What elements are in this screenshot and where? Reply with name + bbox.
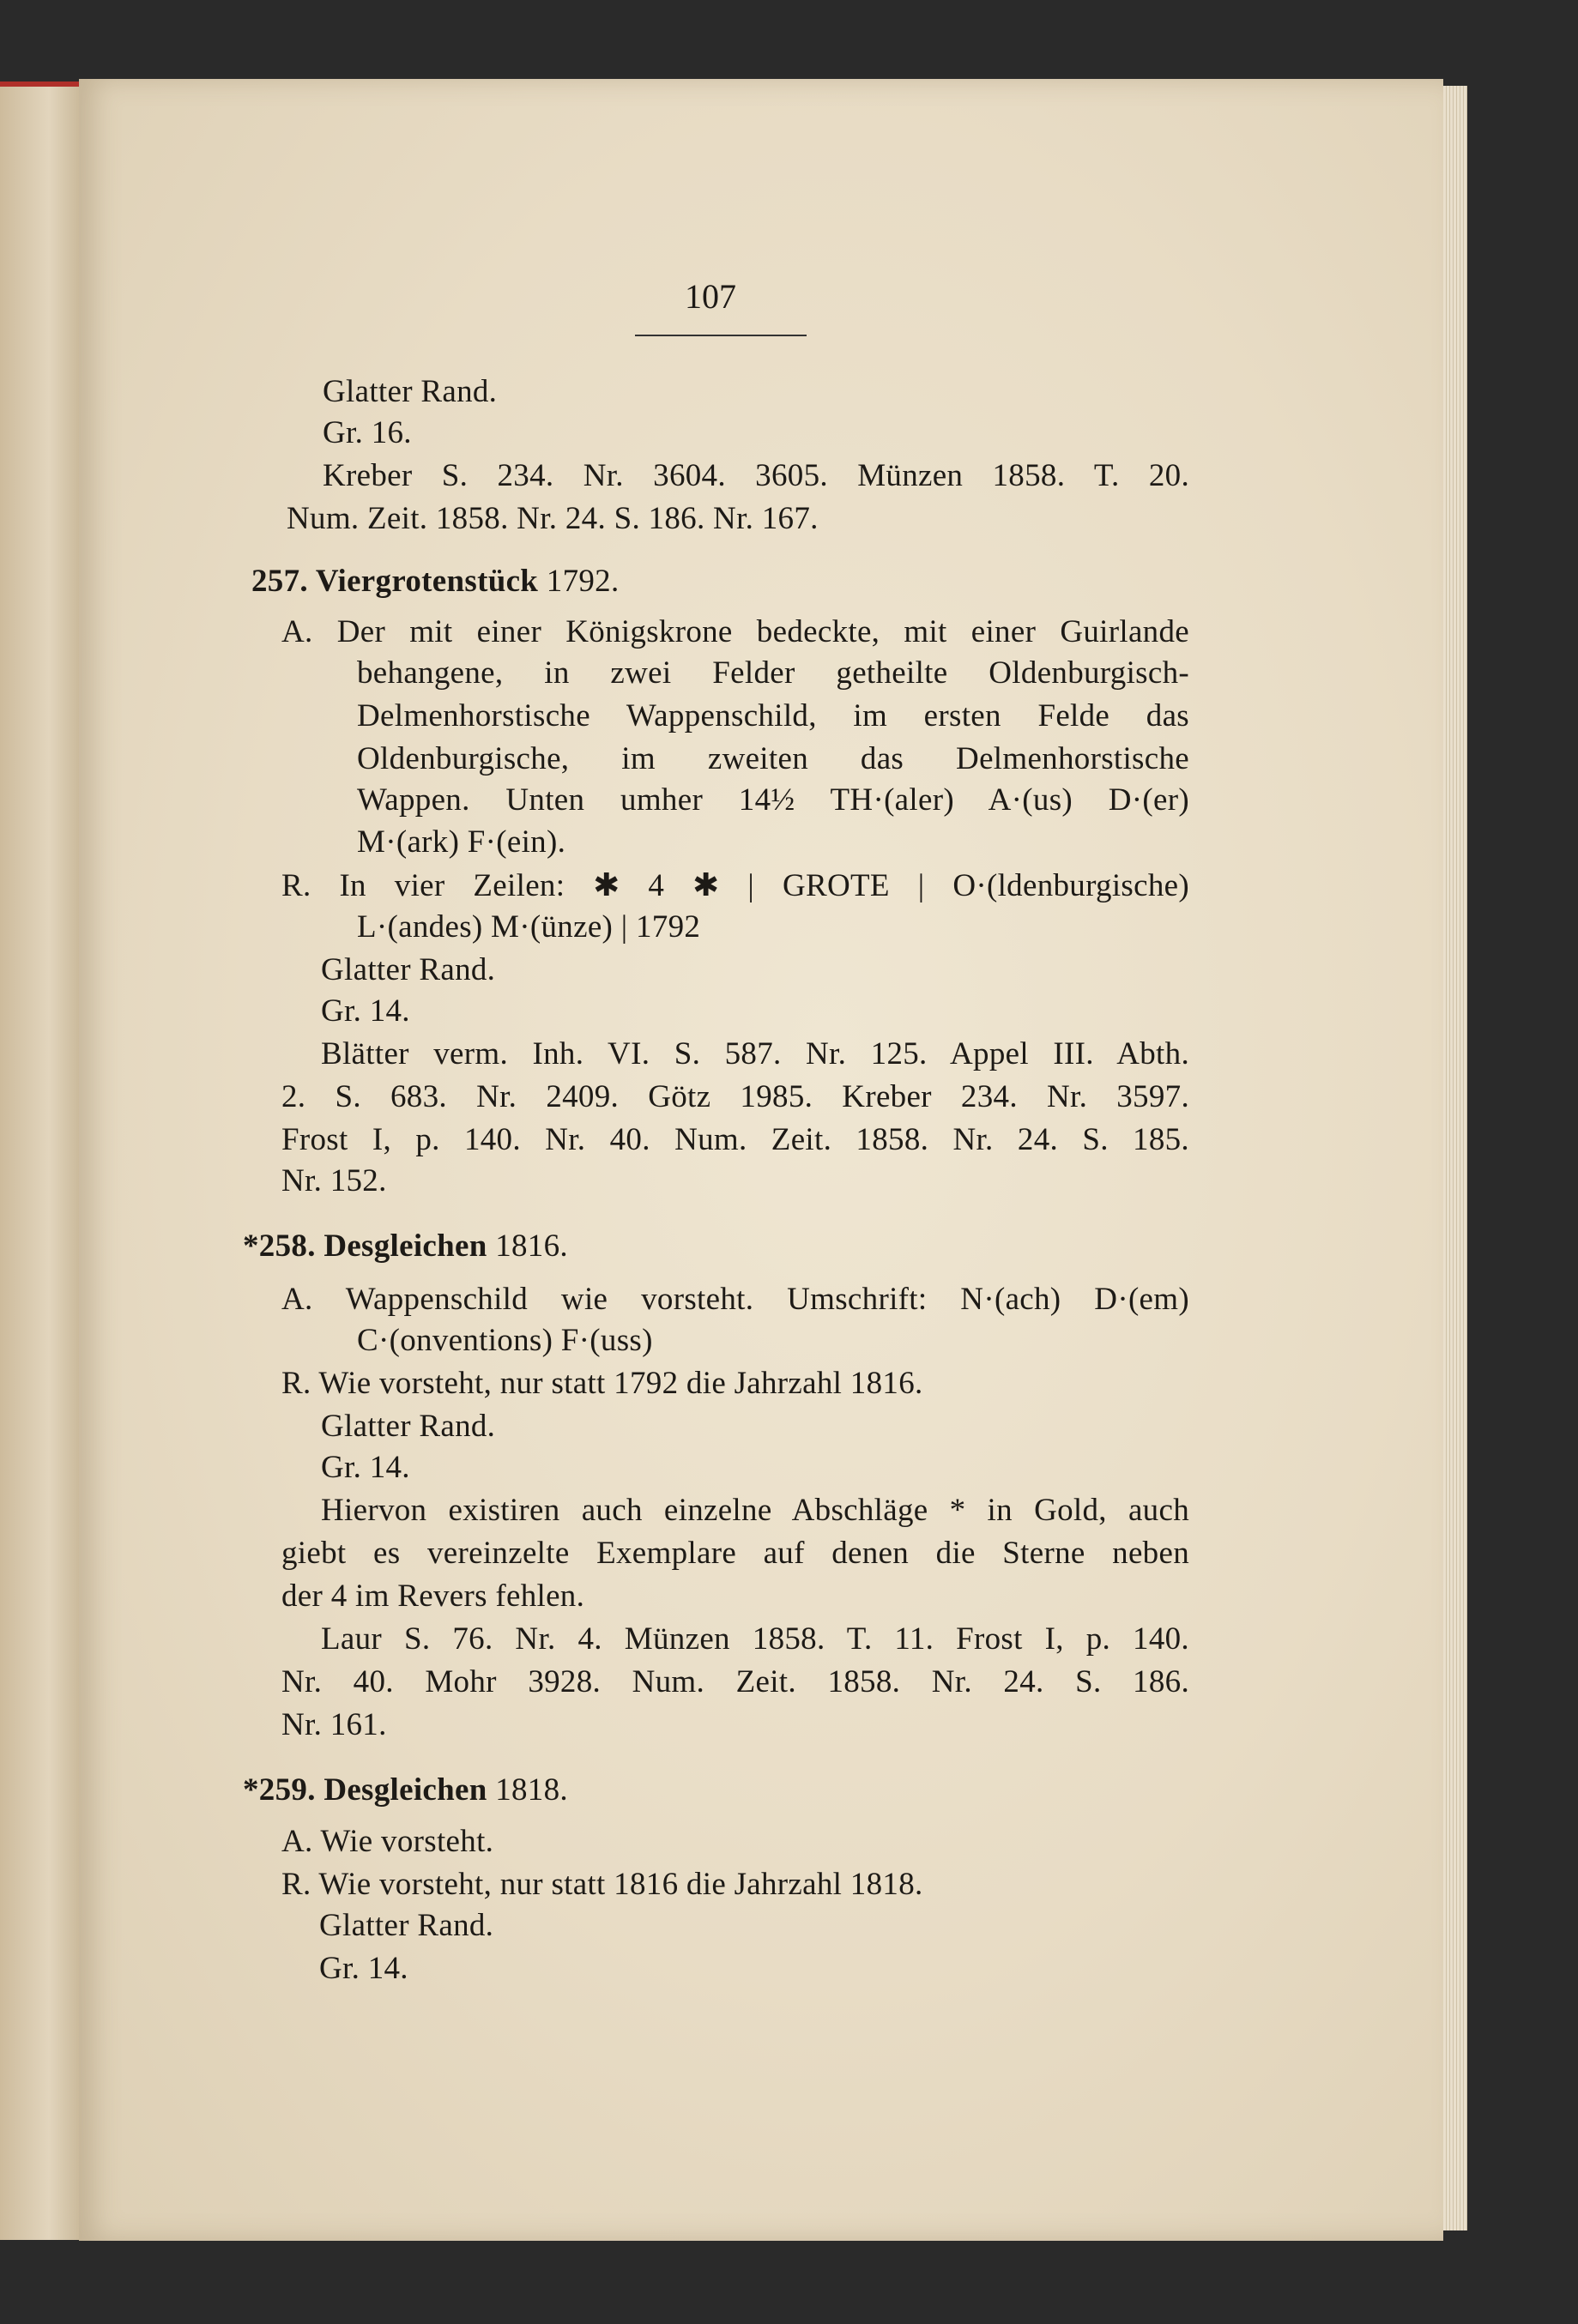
text-line: der 4 im Revers fehlen. xyxy=(281,1579,585,1614)
text-line: Wappen. Unten umher 14½ TH·(aler) A·(us) D·(er) xyxy=(357,782,1189,818)
entry-title: Desgleichen xyxy=(323,1228,487,1264)
text-line: Delmenhorstische Wappenschild, im ersten Felde das xyxy=(357,698,1189,733)
text-line: giebt es vereinzelte Exemplare auf denen die Sterne neben xyxy=(281,1536,1189,1571)
text-line: Num. Zeit. 1858. Nr. 24. S. 186. Nr. 167. xyxy=(287,501,819,536)
text-line: Glatter Rand. xyxy=(323,374,498,409)
entry-number: *258. xyxy=(243,1228,316,1264)
entry-heading-257 xyxy=(251,565,620,597)
page-block-edge xyxy=(1443,86,1467,2230)
text-line: Nr. 161. xyxy=(281,1707,387,1742)
entry-year: 1816. xyxy=(495,1228,568,1264)
book-page xyxy=(79,79,1443,2241)
text-line: Glatter Rand. xyxy=(321,1409,496,1444)
text-line: Glatter Rand. xyxy=(321,952,496,987)
text-line: Hiervon existiren auch einzelne Abschläge * in Gold, auch xyxy=(321,1493,1189,1528)
page-number: 107 xyxy=(685,277,736,316)
text-line: Glatter Rand. xyxy=(319,1908,494,1943)
text-line: M·(ark) F·(ein). xyxy=(357,824,566,860)
text-line: A. Der mit einer Königskrone bedeckte, mit einer Guirlande xyxy=(281,614,1189,649)
entry-year: 1792. xyxy=(546,564,620,599)
text-line: Blätter verm. Inh. VI. S. 587. Nr. 125. Appel III. Abth. xyxy=(321,1036,1189,1071)
text-line: 2. S. 683. Nr. 2409. Götz 1985. Kreber 234. Nr. 3597. xyxy=(281,1079,1189,1114)
text-line: Gr. 14. xyxy=(319,1951,408,1986)
page-number-rule xyxy=(635,335,807,336)
entry-heading-259 xyxy=(243,1774,568,1806)
text-line: R. Wie vorsteht, nur statt 1792 die Jahrzahl 1816. xyxy=(281,1366,923,1401)
entry-number: *259. xyxy=(243,1772,316,1808)
text-line: behangene, in zwei Felder getheilte Oldenburgisch- xyxy=(357,655,1189,691)
text-line: Gr. 16. xyxy=(323,415,412,450)
facing-page-edge xyxy=(0,81,82,2240)
entry-year: 1818. xyxy=(495,1772,568,1808)
text-line: R. Wie vorsteht, nur statt 1816 die Jahrzahl 1818. xyxy=(281,1867,923,1902)
text-line: Gr. 14. xyxy=(321,1450,410,1485)
text-line: A. Wappenschild wie vorsteht. Umschrift: N·(ach) D·(em) xyxy=(281,1282,1189,1317)
text-line: R. In vier Zeilen: ✱ 4 ✱ | GROTE | O·(ldenburgische) xyxy=(281,868,1189,903)
entry-title: Viergrotenstück xyxy=(315,564,539,599)
entry-number: 257. xyxy=(251,564,308,599)
text-line: Laur S. 76. Nr. 4. Münzen 1858. T. 11. Frost I, p. 140. xyxy=(321,1621,1189,1657)
text-line: Oldenburgische, im zweiten das Delmenhorstische xyxy=(357,741,1189,776)
text-line: Gr. 14. xyxy=(321,993,410,1029)
text-line: Nr. 40. Mohr 3928. Num. Zeit. 1858. Nr. 24. S. 186. xyxy=(281,1664,1189,1699)
text-line: C·(onventions) F·(uss) xyxy=(357,1323,653,1358)
entry-heading-258 xyxy=(243,1230,568,1262)
text-line: Kreber S. 234. Nr. 3604. 3605. Münzen 1858. T. 20. xyxy=(323,458,1189,493)
text-line: Frost I, p. 140. Nr. 40. Num. Zeit. 1858. Nr. 24. S. 185. xyxy=(281,1122,1189,1157)
text-line: Nr. 152. xyxy=(281,1163,387,1198)
text-line: A. Wie vorsteht. xyxy=(281,1824,494,1859)
text-line: L·(andes) M·(ünze) | 1792 xyxy=(357,909,701,945)
entry-title: Desgleichen xyxy=(323,1772,487,1808)
